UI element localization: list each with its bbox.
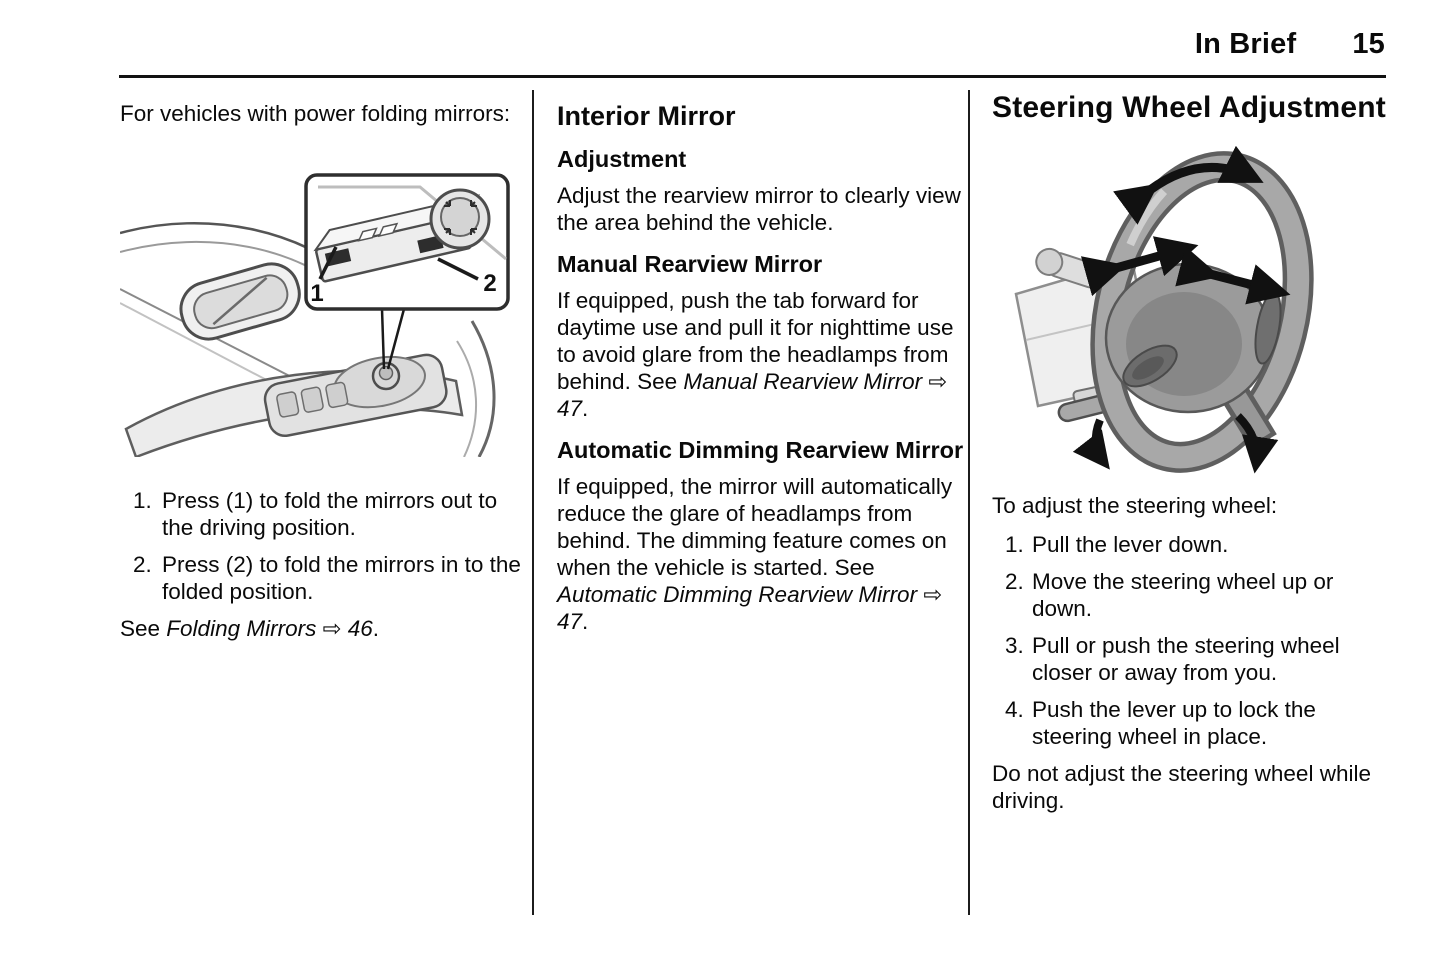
interior-mirror-heading: Interior Mirror	[557, 101, 736, 131]
column-divider-right	[968, 90, 970, 915]
text-segment: If equipped, push the tab forward for daytime use and pull it for nighttime use to avoid glare from the headlamps from behind. See	[557, 288, 954, 394]
page-reference-arrow-icon: ⇨	[917, 582, 943, 607]
header-rule	[119, 75, 1386, 78]
adjustment-paragraph	[557, 182, 965, 236]
callout-1-label: 1	[310, 280, 324, 307]
auto-dimming-paragraph	[557, 473, 965, 635]
manual-rearview-subheading: Manual Rearview Mirror	[557, 251, 823, 277]
step-text: Pull the lever down.	[1032, 532, 1229, 557]
door-pillar-lines	[457, 321, 494, 457]
list-item	[992, 568, 1392, 622]
page-reference-arrow-icon: ⇨	[316, 616, 348, 641]
page-number: 15	[1352, 28, 1385, 60]
text-segment: .	[582, 396, 589, 421]
text-segment: Adjust the rearview mirror to clearly view the area behind the vehicle.	[557, 183, 961, 235]
text-segment: .	[582, 609, 589, 634]
step-number: 3.	[1005, 633, 1024, 658]
step-number: 2.	[133, 552, 152, 577]
steering-adjust-intro: To adjust the steering wheel:	[992, 493, 1278, 518]
step-number: 1.	[133, 488, 152, 513]
step-text: Move the steering wheel up or down.	[1032, 569, 1334, 621]
list-item	[992, 531, 1392, 558]
list-item	[992, 632, 1392, 686]
auto-dimming-subheading: Automatic Dimming Rearview Mirror	[557, 437, 964, 463]
list-item	[120, 487, 524, 541]
manual-rearview-paragraph	[557, 287, 965, 422]
cross-reference-page: 47	[557, 609, 583, 634]
step-number: 1.	[1005, 532, 1024, 557]
left-column	[120, 90, 524, 642]
text-segment: See	[120, 616, 167, 641]
step-text: Press (1) to fold the mirrors out to the driving position.	[162, 488, 498, 540]
manual-rearview-mirror-section	[557, 250, 965, 422]
adjustment-subheading: Adjustment	[557, 146, 687, 172]
text-segment: If equipped, the mirror will automatically reduce the glare of headlamps from behind. The dimming feature comes on when the vehicle is started. See	[557, 474, 953, 580]
folding-mirror-steps	[120, 487, 524, 605]
auto-dimming-section	[557, 436, 965, 635]
middle-column	[557, 90, 965, 635]
step-text: Push the lever up to lock the steering wheel in place.	[1032, 697, 1316, 749]
steering-warning-note: Do not adjust the steering wheel while driving.	[992, 761, 1371, 813]
folding-mirrors-reference	[120, 615, 524, 642]
lever-down-arrow-icon	[1096, 420, 1104, 462]
callout-2-label: 2	[483, 270, 497, 297]
steering-adjust-steps	[992, 531, 1392, 750]
list-item	[992, 696, 1392, 750]
door-handle	[175, 258, 306, 346]
cross-reference-page: 47	[557, 396, 583, 421]
cross-reference-page: 46	[347, 616, 373, 641]
chapter-title: In Brief	[1194, 28, 1297, 60]
cross-reference-title: Automatic Dimming Rearview Mirror	[557, 582, 918, 607]
step-number: 4.	[1005, 697, 1024, 722]
page-header	[1195, 28, 1385, 61]
right-column	[992, 90, 1392, 814]
steering-wheel-illustration	[1004, 144, 1376, 476]
step-text: Press (2) to fold the mirrors in to the folded position.	[162, 552, 521, 604]
mirror-switch-inset	[306, 175, 508, 309]
steering-wheel-heading: Steering Wheel Adjustment	[992, 91, 1386, 124]
step-number: 2.	[1005, 569, 1024, 594]
page-reference-arrow-icon: ⇨	[922, 369, 948, 394]
cross-reference-title: Manual Rearview Mirror	[683, 369, 923, 394]
column-divider-left	[532, 90, 534, 915]
folding-mirrors-intro: For vehicles with power folding mirrors:	[120, 101, 511, 126]
adjustment-section	[557, 145, 965, 236]
door-panel-illustration	[120, 173, 520, 457]
step-text: Pull or push the steering wheel closer or away from you.	[1032, 633, 1340, 685]
text-segment: .	[372, 616, 379, 641]
list-item	[120, 551, 524, 605]
armrest-switch-pod	[126, 346, 462, 457]
cross-reference-title: Folding Mirrors	[166, 616, 317, 641]
